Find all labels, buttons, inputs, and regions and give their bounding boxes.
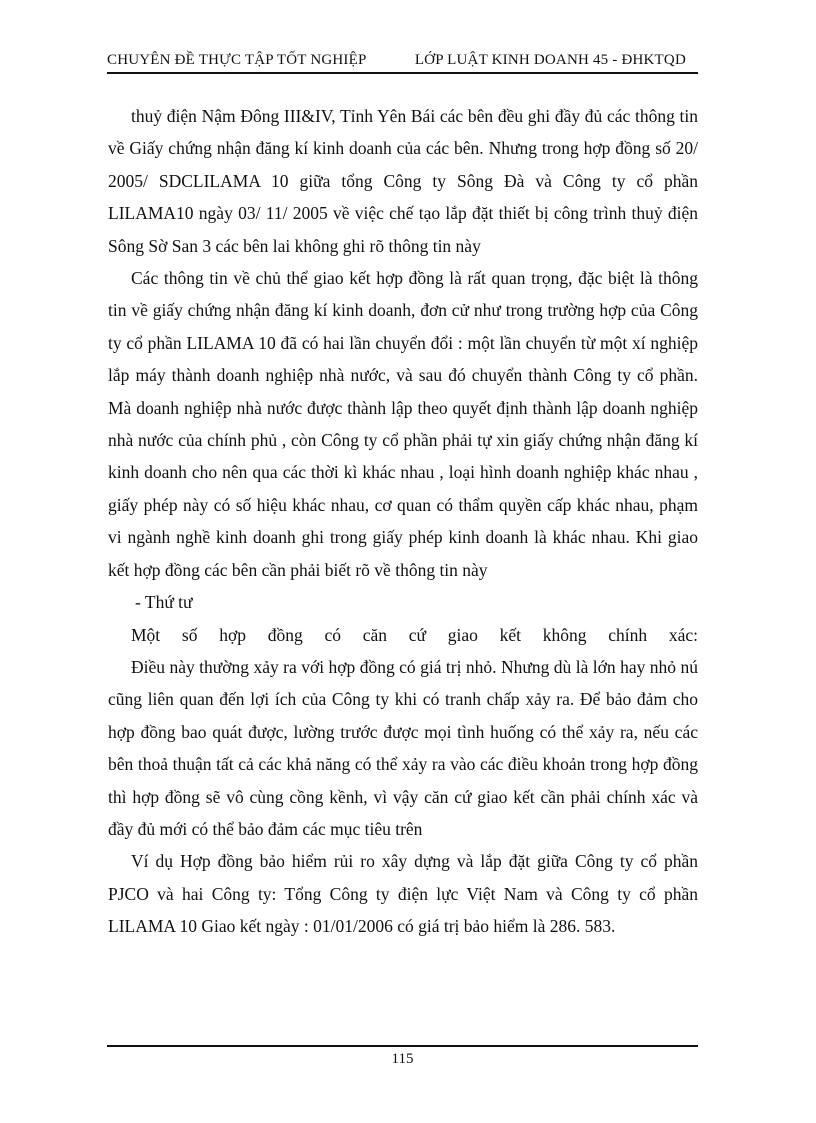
header-class-name: LỚP LUẬT KINH DOANH 45 - ĐHKTQD (414, 52, 686, 68)
paragraph-contract-info: thuỷ điện Nậm Đông III&IV, Tỉnh Yên Bái các bên đều ghi đầy đủ các thông tin về Giấy chứng nhận đăng kí kinh doanh của các bên. Nhưng trong hợp đồng số 20/ 2005/ SDCLILAMA 10 giữa tổng Công ty Sông Đà và Công ty cổ phần LILAMA10 ngày 03/ 11/ 2005 về việc chế tạo lắp đặt thiết bị công trình thuỷ điện Sông Sờ San 3 các bên lai không ghi rõ thông tin này (108, 106, 698, 256)
paragraph-inaccurate-basis: Một số hợp đồng có căn cứ giao kết không chính xác: (131, 624, 698, 645)
paragraph-small-contracts: Điều này thường xảy ra với hợp đồng có giá trị nhỏ. Nhưng dù là lớn hay nhỏ nú cũng liên quan đến lợi ích của Công ty khi có tranh chấp xảy ra. Để bảo đảm cho hợp đồng bao quát được, lường trước được mọi tình huống có thể xảy ra, nếu các bên thoả thuận tất cả các khả năng có thể xảy ra vào các điều khoản trong hợp đồng thì hợp đồng sẽ vô cùng cồng kềnh, vì vậy căn cứ giao kết cần phải chính xác và đầy đủ mới có thể bảo đảm các mục tiêu trên (108, 656, 698, 839)
paragraph-business-registration: Các thông tin về chủ thể giao kết hợp đồng là rất quan trọng, đặc biệt là thông tin về giấy chứng nhận đăng kí kinh doanh, đơn cử như trong trường hợp của Công ty cổ phần LILAMA 10 đã có hai lần chuyển đổi : một lần chuyển từ một xí nghiệp lắp máy thành doanh nghiệp nhà nước, và sau đó chuyển thành Công ty cổ phần. Mà doanh nghiệp nhà nước được thành lập theo quyết định thành lập doanh nghiệp nhà nước của chính phủ , còn Công ty cổ phần phải tự xin giấy chứng nhận đăng kí kinh doanh cho nên qua các thời kì khác nhau , loại hình doanh nghiệp khác nhau , giấy phép này có số hiệu khác nhau, cơ quan có thẩm quyền cấp khác nhau, phạm vi ngành nghề kinh doanh ghi trong giấy phép kinh doanh là khác nhau. Khi giao kết hợp đồng các bên cần phải biết rõ về thông tin này (108, 268, 698, 580)
section-heading-fourth: - Thứ tư (135, 592, 193, 613)
paragraph-insurance-example: Ví dụ Hợp đồng bảo hiểm rủi ro xây dựng và lắp đặt giữa Công ty cổ phần PJCO và hai Công ty: Tổng Công ty điện lực Việt Nam và Công ty cổ phần LILAMA 10 Giao kết ngày : 01/01/2006 có giá trị bảo hiểm là 286. 583. (108, 851, 698, 937)
header-course-title: CHUYÊN ĐỀ THỰC TẬP TỐT NGHIỆP (107, 52, 367, 68)
page-header (107, 50, 698, 74)
page-number: 115 (391, 1051, 414, 1067)
page-footer (107, 1045, 698, 1068)
document-body (108, 100, 698, 943)
